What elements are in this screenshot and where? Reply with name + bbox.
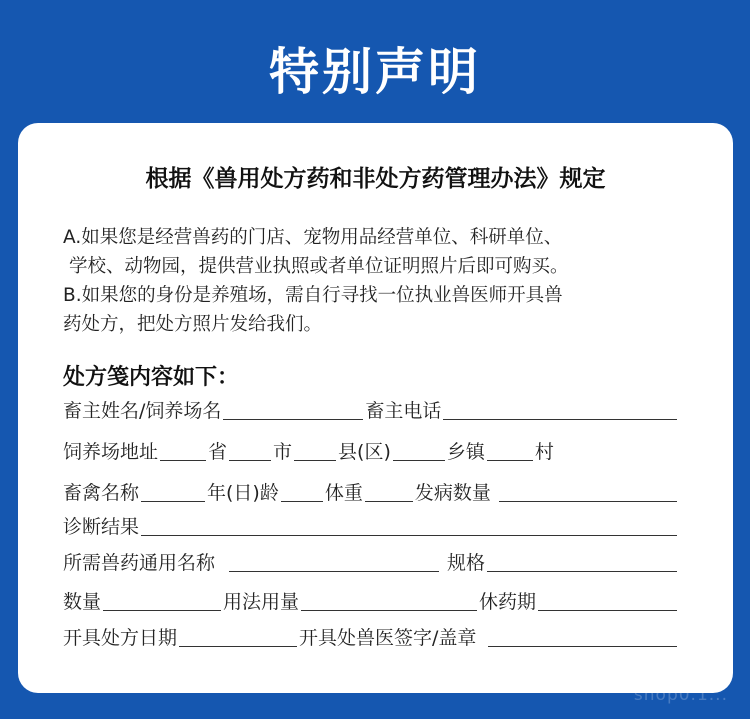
signature-blank	[488, 624, 677, 647]
intro-a-line-1: A.如果您是经营兽药的门店、宠物用品经营单位、科研单位、	[63, 227, 563, 248]
province-label: 省	[208, 441, 228, 463]
drug-name-blank	[229, 549, 439, 572]
intro-a-line-2: 学校、动物园，提供营业执照或者单位证明照片后即可购买。	[69, 256, 569, 277]
province-blank	[160, 438, 206, 461]
date-label: 开具处方日期	[63, 627, 178, 649]
dosage-blank	[301, 588, 477, 611]
animal-name-label: 畜禽名称	[63, 482, 140, 504]
city-blank	[229, 438, 271, 461]
owner-phone-label: 畜主电话	[365, 400, 442, 422]
owner-name-blank	[223, 397, 363, 420]
farm-address-label: 饲养场地址	[63, 441, 159, 463]
spec-blank	[487, 549, 677, 572]
township-blank	[393, 438, 445, 461]
prescription-section-title: 处方笺内容如下：	[63, 365, 240, 390]
form-row-animal	[63, 475, 679, 505]
animal-name-blank	[141, 479, 205, 502]
statement-card	[18, 123, 733, 693]
county-label: 县(区)	[338, 441, 391, 463]
dosage-label: 用法用量	[223, 591, 300, 613]
diagnosis-blank	[141, 513, 677, 536]
intro-b-line-2: 药处方，把处方照片发给我们。	[63, 314, 323, 335]
village-label: 村	[534, 441, 554, 463]
signature-label: 开具处兽医签字/盖章	[299, 627, 477, 649]
form-row-signature	[63, 620, 679, 650]
page-title: 特别声明	[269, 43, 481, 101]
village-blank	[487, 438, 533, 461]
weight-label: 体重	[324, 482, 363, 504]
intro-text	[63, 223, 703, 339]
diagnosis-label: 诊断结果	[63, 516, 140, 538]
date-blank	[179, 624, 297, 647]
form-row-address	[63, 434, 679, 464]
regulation-heading: 根据《兽用处方药和非处方药管理办法》规定	[145, 166, 606, 192]
withdrawal-label: 休药期	[479, 591, 537, 613]
form-row-drug	[63, 545, 679, 575]
spec-label: 规格	[447, 552, 486, 574]
county-blank	[294, 438, 336, 461]
sick-count-label: 发病数量	[414, 482, 491, 504]
withdrawal-blank	[538, 588, 677, 611]
form-row-quantity	[63, 584, 679, 614]
age-blank	[281, 479, 323, 502]
weight-blank	[365, 479, 413, 502]
city-label: 市	[273, 441, 293, 463]
watermark: shop0.1...	[633, 685, 728, 705]
quantity-blank	[103, 588, 221, 611]
owner-phone-blank	[443, 397, 677, 420]
township-label: 乡镇	[446, 441, 485, 463]
age-label: 年(日)龄	[207, 482, 279, 504]
intro-b-line-1: B.如果您的身份是养殖场，需自行寻找一位执业兽医师开具兽	[63, 285, 563, 306]
quantity-label: 数量	[63, 591, 102, 613]
form-row-owner	[63, 393, 679, 423]
drug-name-label: 所需兽药通用名称	[63, 552, 216, 574]
sick-count-blank	[499, 479, 677, 502]
owner-name-label: 畜主姓名/饲养场名	[63, 400, 222, 422]
form-row-diagnosis	[63, 509, 679, 539]
